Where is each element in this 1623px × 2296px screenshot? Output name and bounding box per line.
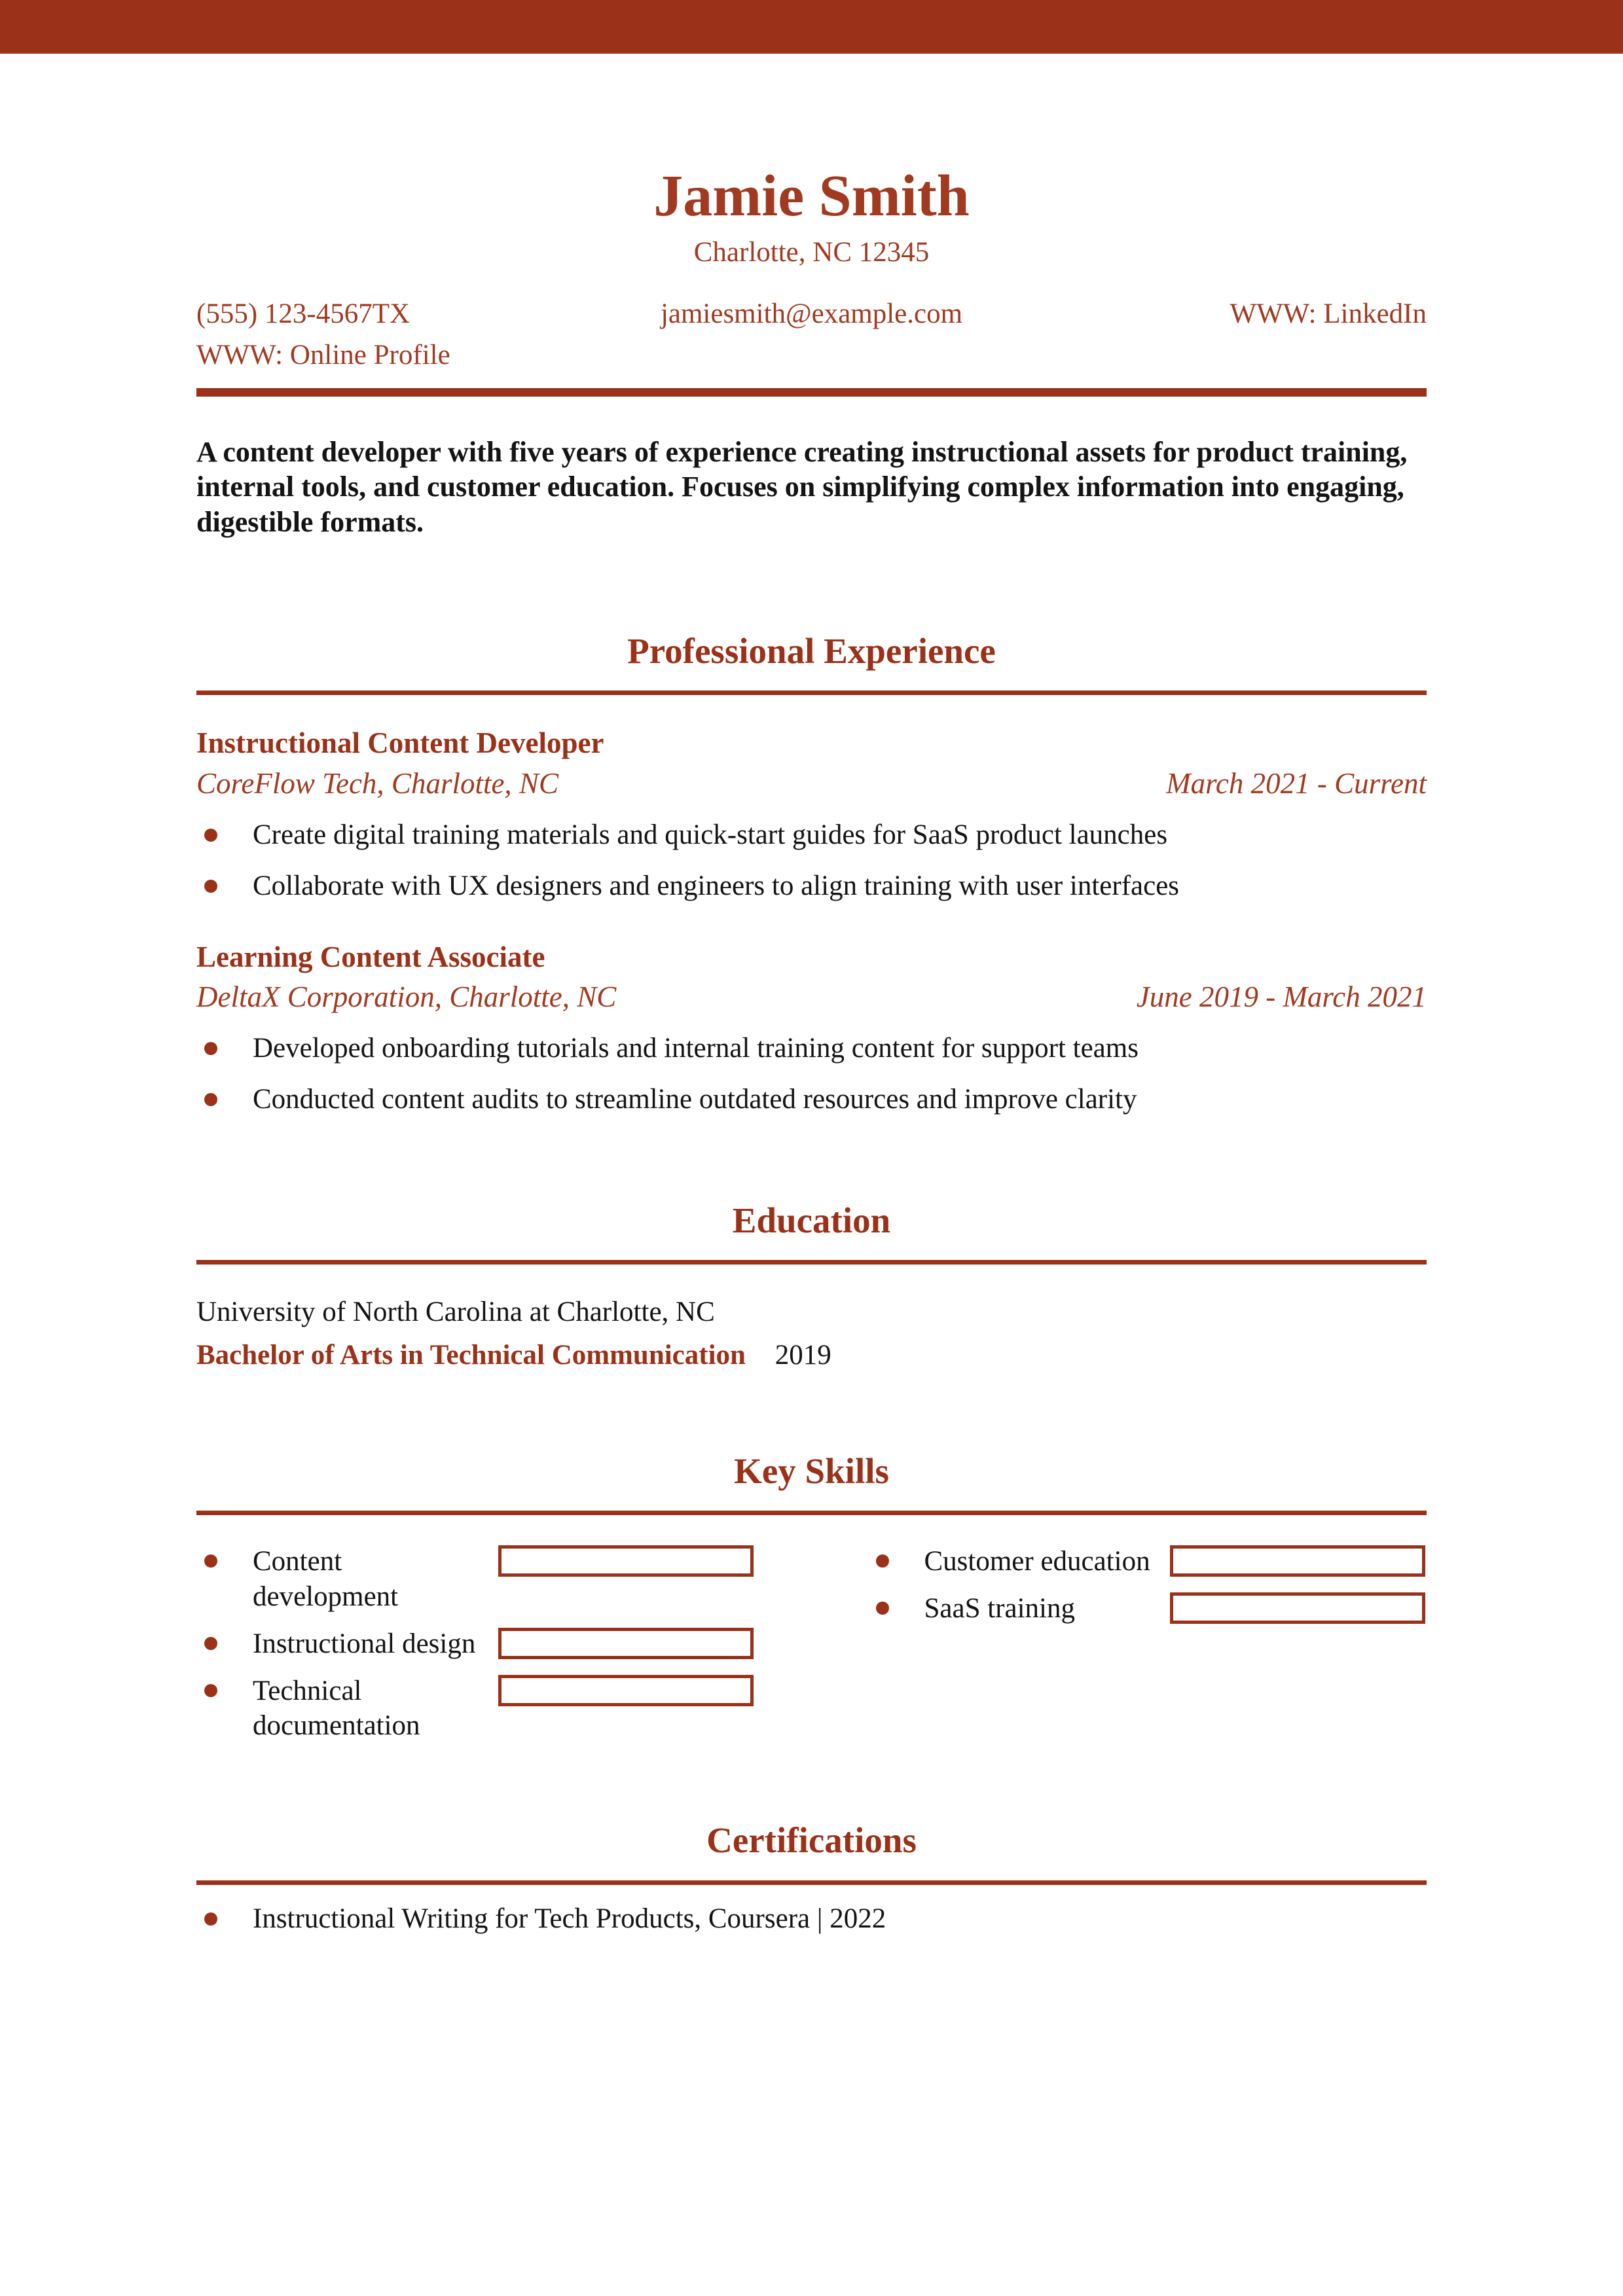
resume-content [196,164,1427,1936]
email-link[interactable]: jamiesmith@example.com [660,298,963,329]
skill-item [196,1544,756,1615]
list-item [196,869,1427,903]
skill-label: Technical documentation [253,1675,420,1742]
certification-text: Instructional Writing for Tech Products, Coursera | 2022 [253,1903,886,1934]
degree-name: Bachelor of Arts in Technical Communication [196,1340,746,1371]
skill-item [196,1674,756,1744]
section-certifications [196,1821,1427,1936]
skill-item [868,1591,1427,1626]
graduation-year: 2019 [775,1340,831,1371]
section-skills [196,1452,1427,1755]
skills-column-left [196,1544,756,1755]
list-item [196,818,1427,852]
bullet-icon [876,1554,889,1568]
bullet-text: Conducted content audits to streamline outdated resources and improve clarity [253,1084,1137,1115]
job-entry [196,726,1427,903]
job-meta [196,980,1427,1014]
linkedin-link[interactable]: WWW: LinkedIn [1230,298,1427,329]
job-company: DeltaX Corporation, Charlotte, NC [196,980,617,1014]
job-company: CoreFlow Tech, Charlotte, NC [196,766,558,800]
job-title: Learning Content Associate [196,940,545,973]
skills-title: Key Skills [734,1450,889,1491]
section-education [196,1201,1427,1373]
bullet-icon [876,1602,889,1615]
job-dates: March 2021 - Current [1166,766,1427,800]
bullet-icon [204,1554,217,1568]
job-bullets [196,818,1427,904]
skill-item [868,1544,1427,1579]
education-title: Education [732,1200,891,1240]
section-divider [196,1260,1427,1265]
bullet-icon [204,829,217,842]
skill-label: Content development [253,1546,399,1613]
skill-label: Customer education [924,1546,1150,1577]
section-divider [196,1511,1427,1515]
bullet-icon [204,1093,217,1106]
professional-summary: A content developer with five years of experience creating instructional assets for product training, internal tools, and customer education. Focuses on simplifying complex information into engaging, digestible formats. [196,435,1408,538]
school-name: University of North Carolina at Charlotte, NC [196,1297,715,1328]
skill-level-bar [498,1545,754,1577]
job-dates: June 2019 - March 2021 [1136,980,1427,1014]
skill-item [196,1626,756,1662]
skill-label: SaaS training [924,1593,1075,1624]
section-divider [196,691,1427,695]
section-divider [196,1880,1427,1885]
degree-row [196,1338,1427,1373]
certification-list [196,1902,1427,1936]
education-entry [196,1295,1427,1373]
job-title: Instructional Content Developer [196,726,604,760]
skills-grid [196,1544,1427,1755]
bullet-text: Create digital training materials and quick-start guides for SaaS product launches [253,819,1168,850]
job-bullets [196,1031,1427,1117]
job-meta [196,767,1427,801]
candidate-name: Jamie Smith [653,164,970,228]
list-item [196,1031,1427,1066]
contact-block [196,298,1427,371]
bullet-icon [204,1684,217,1697]
online-profile-link[interactable]: WWW: Online Profile [196,340,450,371]
list-item [196,1083,1427,1117]
section-experience [196,632,1427,1117]
skills-column-right [868,1544,1427,1638]
list-item [196,1902,1427,1936]
header-divider [196,388,1427,397]
skill-label: Instructional design [253,1628,476,1659]
job-entry [196,941,1427,1117]
experience-title: Professional Experience [627,630,996,671]
bullet-icon [204,880,217,893]
skill-level-bar [1170,1545,1425,1577]
top-accent-bar [0,0,1623,54]
certifications-title: Certifications [706,1820,917,1861]
phone-number: (555) 123-4567TX [196,298,410,329]
bullet-icon [204,1637,217,1650]
bullet-text: Developed onboarding tutorials and internal training content for support teams [253,1033,1139,1064]
bullet-icon [204,1042,217,1055]
skill-level-bar [498,1675,754,1706]
candidate-location: Charlotte, NC 12345 [693,237,930,268]
bullet-icon [204,1912,217,1926]
skill-level-bar [1170,1592,1425,1624]
skill-level-bar [498,1628,754,1659]
bullet-text: Collaborate with UX designers and engineers to align training with user interfaces [253,870,1180,902]
